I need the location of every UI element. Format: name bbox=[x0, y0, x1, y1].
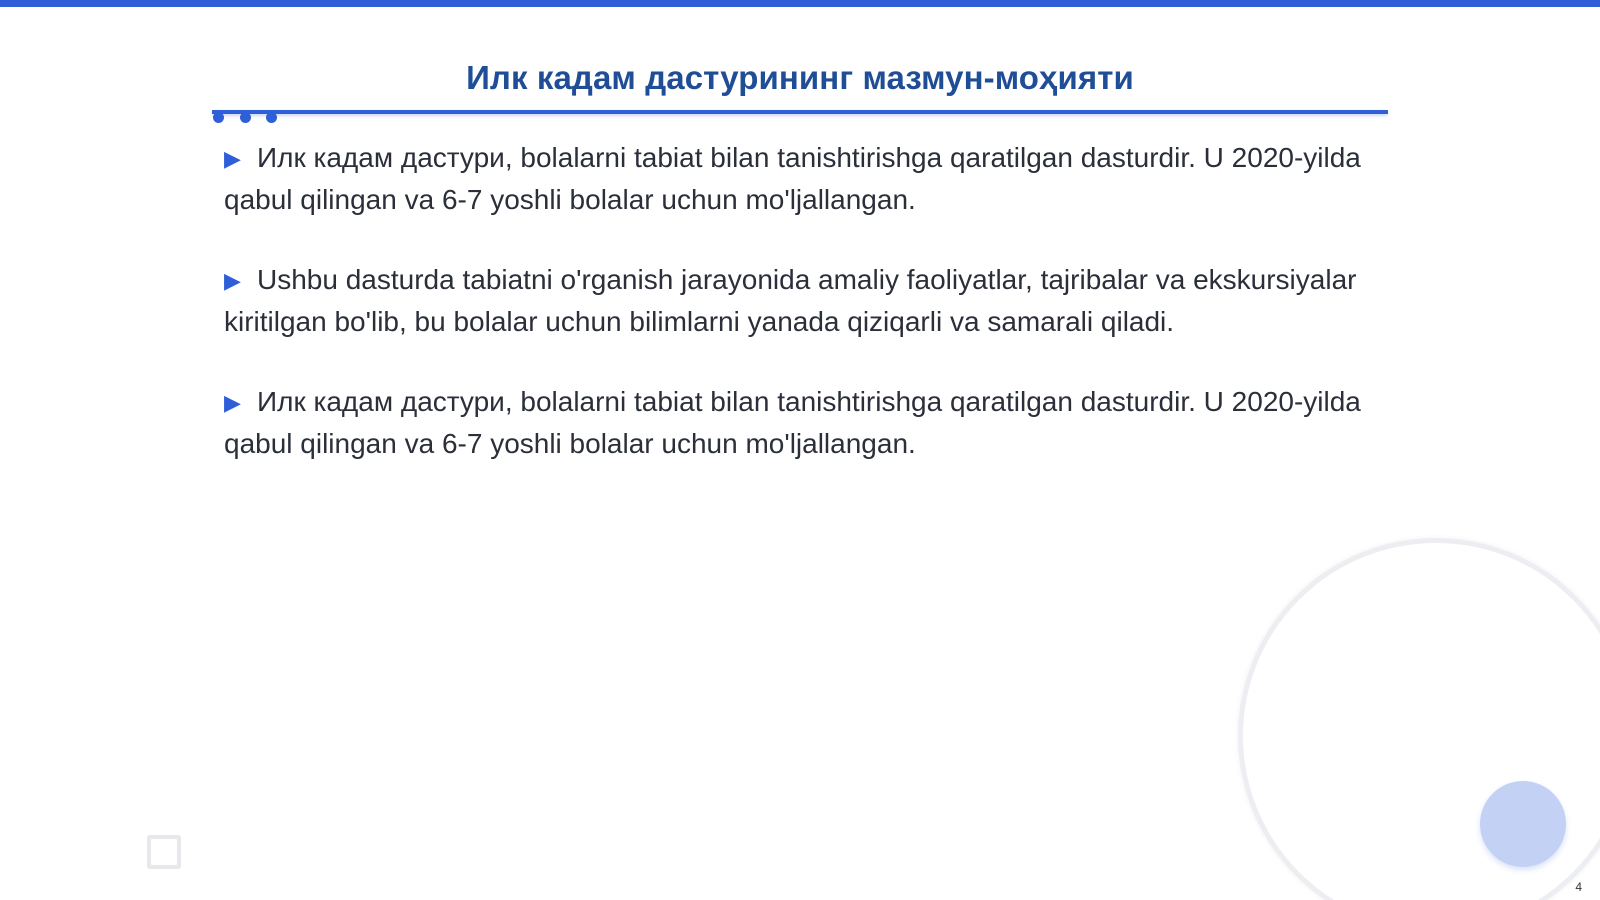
slide-title: Илк кадам дастурининг мазмун-моҳияти bbox=[466, 59, 1134, 96]
decorative-dot bbox=[266, 112, 277, 123]
bullet-list bbox=[224, 138, 1374, 504]
bullet-item bbox=[224, 382, 1374, 464]
decorative-square bbox=[147, 835, 181, 869]
decorative-dot bbox=[213, 112, 224, 123]
triangle-right-icon: ▶ bbox=[224, 268, 241, 293]
page-number: 4 bbox=[1575, 880, 1582, 894]
bullet-item bbox=[224, 138, 1374, 220]
decorative-dot bbox=[240, 112, 251, 123]
bullet-text: Илк кадам дастури, bolalarni tabiat bilan tanishtirishga qaratilgan dasturdir. U 2020-yilda qabul qilingan va 6-7 yoshli bolalar uchun mo'ljallangan. bbox=[224, 386, 1361, 459]
bullet-text: Илк кадам дастури, bolalarni tabiat bilan tanishtirishga qaratilgan dasturdir. U 2020-yilda qabul qilingan va 6-7 yoshli bolalar uchun mo'ljallangan. bbox=[224, 142, 1361, 215]
triangle-right-icon: ▶ bbox=[224, 390, 241, 415]
decorative-circle bbox=[1480, 781, 1566, 867]
bullet-item bbox=[224, 260, 1374, 342]
title-underline bbox=[212, 110, 1388, 114]
bullet-text: Ushbu dasturda tabiatni o'rganish jarayonida amaliy faoliyatlar, tajribalar va ekskursiyalar kiritilgan bo'lib, bu bolalar uchun bilimlarni yanada qiziqarli va samarali qiladi. bbox=[224, 264, 1357, 337]
triangle-right-icon: ▶ bbox=[224, 146, 241, 171]
top-accent-bar bbox=[0, 0, 1600, 7]
